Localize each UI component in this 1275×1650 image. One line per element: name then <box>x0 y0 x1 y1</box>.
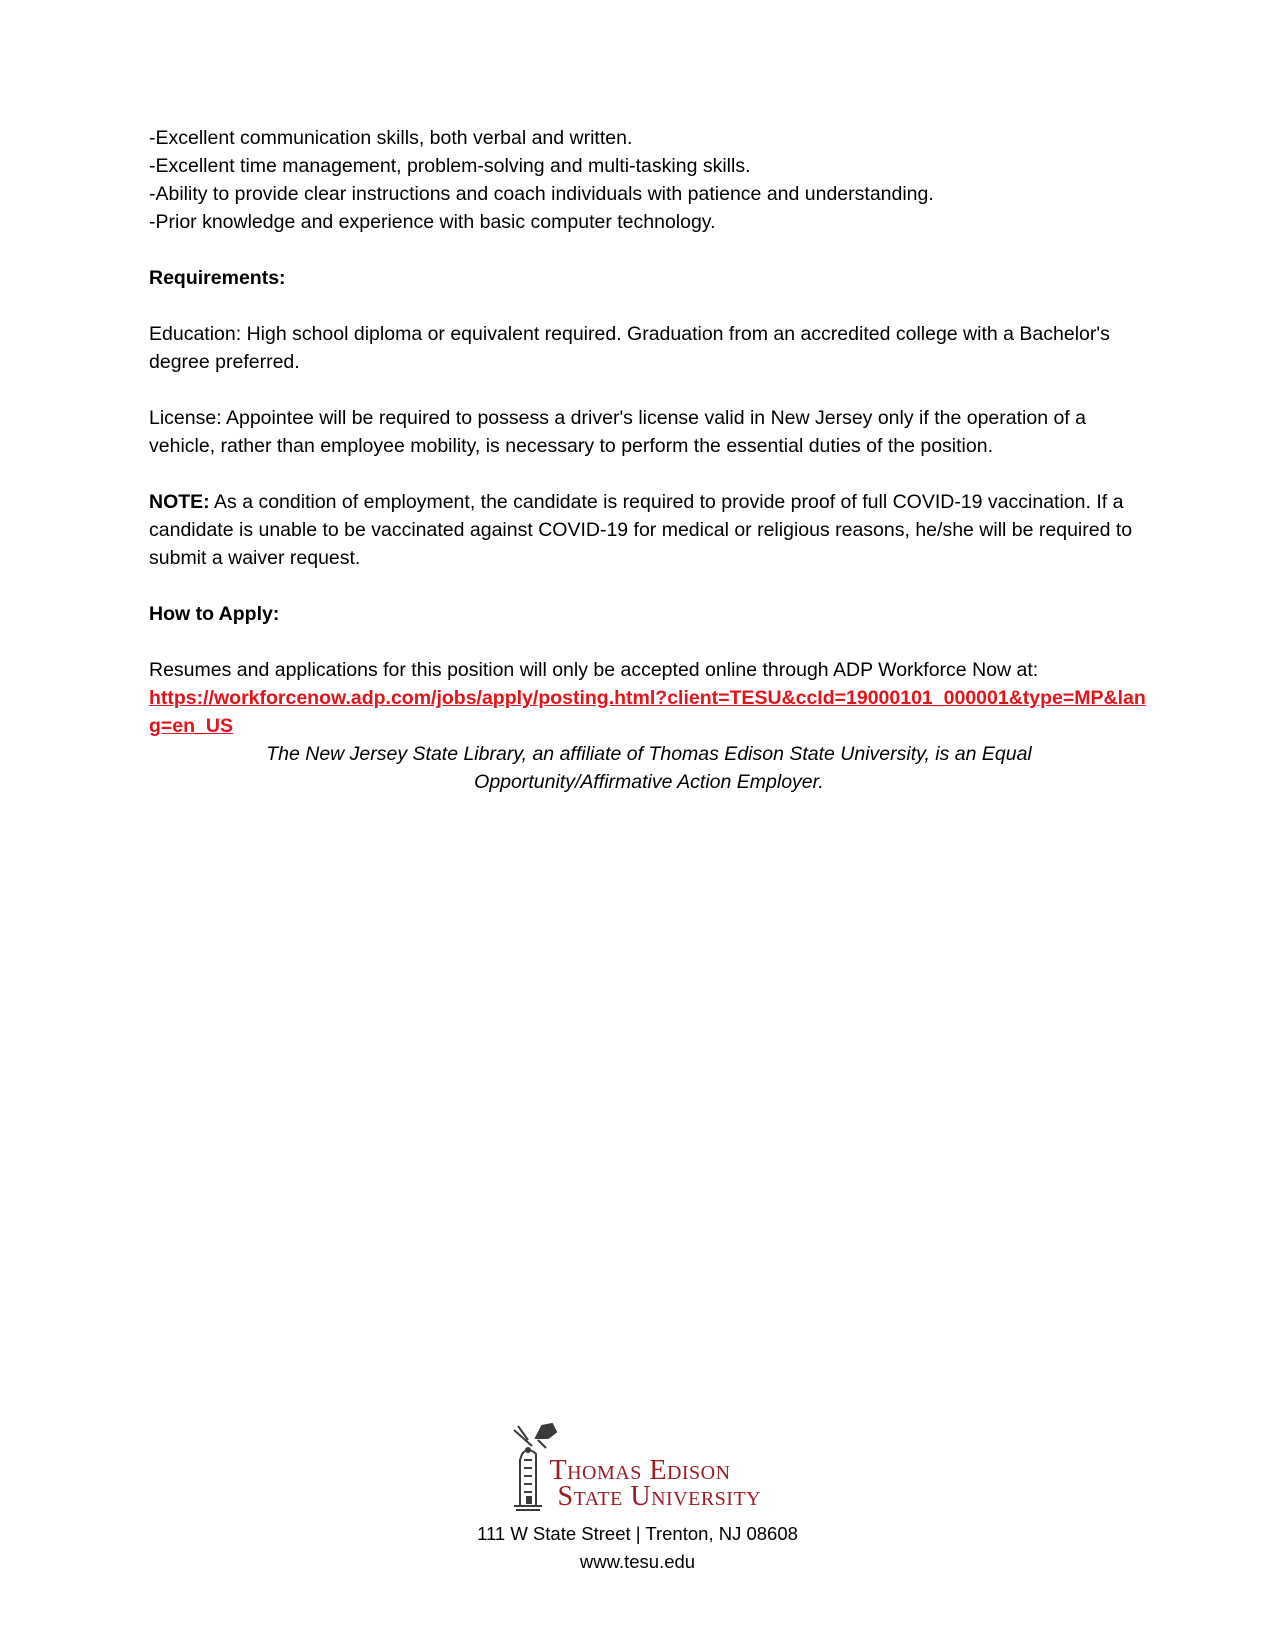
skill-item: -Excellent communication skills, both verbal and written. <box>149 127 633 149</box>
website: www.tesu.edu <box>579 1551 696 1572</box>
footer <box>0 1420 1275 1576</box>
skill-item: -Prior knowledge and experience with basic computer technology. <box>149 211 716 233</box>
license-text: License: Appointee will be required to possess a driver's license valid in New Jersey only if the operation of a vehicle, rather than employee mobility, is necessary to perform the essential duties of the position. <box>149 407 1086 457</box>
logo-line-2: State University <box>557 1481 762 1512</box>
equal-opportunity-statement: The New Jersey State Library, an affiliate of Thomas Edison State University, is an Equal Opportunity/Affirmative Action Employer. <box>266 743 1032 793</box>
note-text: As a condition of employment, the candidate is required to provide proof of full COVID-19 vaccination. If a candidate is unable to be vaccinated against COVID-19 for medical or religious reasons, he/she will be required to submit a waiver request. <box>149 491 1133 569</box>
document-body <box>149 124 1149 796</box>
skill-item: -Ability to provide clear instructions and coach individuals with patience and understanding. <box>149 183 934 205</box>
note-label: NOTE: <box>149 491 210 513</box>
apply-link[interactable]: https://workforcenow.adp.com/jobs/apply/posting.html?client=TESU&ccId=19000101_000001&type=MP&lang=en_US <box>149 687 1146 737</box>
address: 111 W State Street | Trenton, NJ 08608 <box>477 1523 798 1544</box>
note-paragraph <box>149 488 1149 572</box>
requirements-heading: Requirements: <box>149 267 286 289</box>
university-logo <box>508 1420 768 1512</box>
how-to-apply-heading: How to Apply: <box>149 603 280 625</box>
apply-text: Resumes and applications for this position will only be accepted online through ADP Workforce Now at: <box>149 659 1039 681</box>
education-text: Education: High school diploma or equivalent required. Graduation from an accredited college with a Bachelor's degree preferred. <box>149 323 1110 373</box>
logo-line-1: Thomas Edison <box>549 1455 731 1486</box>
skill-item: -Excellent time management, problem-solving and multi-tasking skills. <box>149 155 751 177</box>
